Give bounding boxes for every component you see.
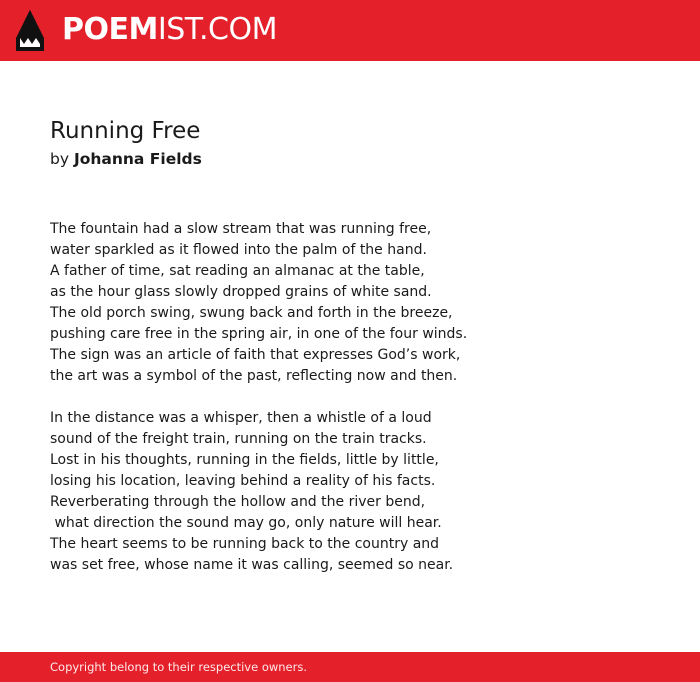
logo-text-light: IST.COM — [157, 12, 277, 47]
poem-body — [50, 219, 670, 597]
poem-line: losing his location, leaving behind a reality of his facts. — [50, 473, 436, 489]
poem-line: pushing care free in the spring air, in one of the four winds. — [50, 326, 468, 342]
logo-text-bold: POEM — [62, 12, 158, 47]
poem-line: The heart seems to be running back to the country and — [50, 536, 440, 552]
site-logo-link[interactable] — [62, 10, 277, 50]
poem-line: A father of time, sat reading an almanac at the table, — [50, 263, 425, 279]
poem-line: The sign was an article of faith that expresses God’s work, — [50, 347, 461, 363]
pencil-tip-icon[interactable] — [15, 9, 45, 52]
site-header — [0, 0, 700, 61]
poem-line: water sparkled as it flowed into the palm of the hand. — [50, 242, 427, 258]
site-footer — [0, 652, 700, 682]
stanza — [50, 408, 670, 576]
poem-line: as the hour glass slowly dropped grains of white sand. — [50, 284, 432, 300]
poem-line: The fountain had a slow stream that was running free, — [50, 221, 432, 237]
poem-line: was set free, whose name it was calling, seemed so near. — [50, 557, 454, 573]
poem-line: the art was a symbol of the past, reflecting now and then. — [50, 368, 458, 384]
poem-line: In the distance was a whisper, then a whistle of a loud — [50, 410, 432, 426]
poem-line: what direction the sound may go, only nature will hear. — [50, 515, 442, 531]
poem-byline — [50, 149, 202, 169]
poem-line: sound of the freight train, running on the train tracks. — [50, 431, 427, 447]
stanza — [50, 219, 670, 387]
copyright-notice: Copyright belong to their respective owners. — [50, 660, 308, 674]
author-name: Johanna Fields — [73, 150, 202, 168]
poem-line: Lost in his thoughts, running in the fields, little by little, — [50, 452, 439, 468]
poem-title: Running Free — [50, 118, 201, 144]
byline-prefix: by — [50, 150, 70, 168]
poem-line: Reverberating through the hollow and the river bend, — [50, 494, 426, 510]
poem-line: The old porch swing, swung back and forth in the breeze, — [50, 305, 453, 321]
